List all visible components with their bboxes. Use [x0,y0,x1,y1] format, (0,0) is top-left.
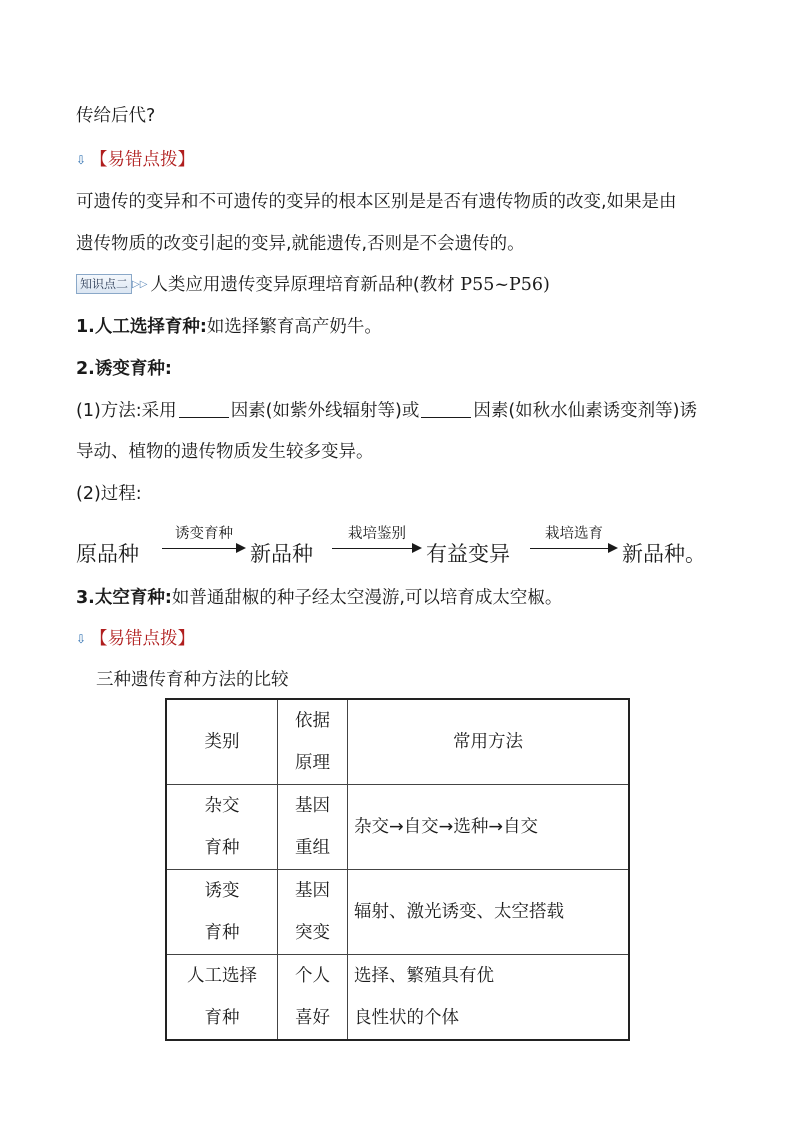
header-cell [166,699,278,785]
section-space-breeding [76,586,562,610]
fill-blank[interactable] [179,401,229,418]
type-cell [166,785,278,870]
method-cell [348,870,630,955]
cell-line: 基因 [295,796,330,816]
section-text: 如普通甜椒的种子经太空漫游,可以培育成太空椒。 [171,588,563,608]
principle-cell [278,955,348,1041]
pin-icon: ⇩ [76,632,87,646]
section-artificial-selection [76,315,382,339]
method-cell [348,785,630,870]
cell-line: 良性状的个体 [354,1008,459,1028]
cell-line: 育种 [204,923,240,943]
type-cell [166,870,278,955]
method-line [76,399,697,423]
knowledge-badge: 知识点二 [76,274,132,294]
cell-line: 人工选择 [187,966,257,986]
cell-line: 原理 [295,753,330,773]
fill-blank[interactable] [421,401,471,418]
cell-line: 育种 [204,838,240,858]
table-row [166,955,629,1041]
arrow-head-icon [236,543,246,553]
cell-line: 育种 [204,1008,240,1028]
tip-label: 【易错点拨】 [90,150,195,170]
pin-icon: ⇩ [76,153,87,167]
flow-arrow-label: 诱变育种 [175,526,233,542]
tip-label: 【易错点拨】 [90,629,195,649]
cell-line: 杂交→自交→选种→自交 [354,817,538,837]
kp-title-text: 人类应用遗传变异原理培育新品种(教材 [150,275,461,295]
process-flow [76,522,736,572]
comparison-table [165,698,630,1041]
flow-node: 有益变异 [426,542,510,566]
cell-line: 常用方法 [453,732,523,752]
flow-arrow-label: 栽培选育 [545,526,603,542]
cell-line: 杂交 [204,796,240,816]
flow-node: 原品种 [76,542,139,566]
principle-cell [278,870,348,955]
section-text: 如选择繁育高产奶牛。 [206,317,382,337]
table-row [166,785,629,870]
cell-line: 喜好 [295,1008,330,1028]
method-cell [348,955,630,1041]
principle-cell [278,785,348,870]
method-text: (1)方法:采用 [76,401,177,421]
cell-line: 重组 [295,838,330,858]
text-line: 传给后代? [76,106,156,126]
header-cell [348,699,630,785]
flow-arrow-label: 栽培鉴别 [348,526,406,542]
cell-line: 突变 [295,923,330,943]
header-cell [278,699,348,785]
kp-title-pages: P55~P56) [460,275,550,295]
tip-heading [76,627,195,651]
table-row [166,870,629,955]
cell-line: 基因 [295,881,330,901]
method-line: 导动、植物的遗传物质发生较多变异。 [76,442,374,462]
arrow-head-icon [412,543,422,553]
table-header-row [166,699,629,785]
paragraph-line: 遗传物质的改变引起的变异,就能遗传,否则是不会遗传的。 [76,234,525,254]
section-mutation-breeding: 2.诱变育种: [76,359,172,379]
cell-line: 依据 [295,711,330,731]
cell-line: 选择、繁殖具有优 [354,966,494,986]
section-heading: 3.太空育种: [76,588,172,608]
cell-line: 类别 [204,732,240,752]
cell-line: 诱变 [204,881,240,901]
double-chevron-icon: ▷▷ [132,279,148,290]
method-text: 因素(如秋水仙素诱变剂等)诱 [473,401,697,421]
cell-line: 辐射、激光诱变、太空搭载 [354,902,564,922]
arrow-head-icon [608,543,618,553]
flow-node: 新品种 [250,542,313,566]
flow-node: 新品种。 [622,542,706,566]
section-heading: 1.人工选择育种: [76,317,207,337]
knowledge-point-title [76,273,550,297]
method-text: 因素(如紫外线辐射等)或 [230,401,420,421]
paragraph-line: 可遗传的变异和不可遗传的变异的根本区别是是否有遗传物质的改变,如果是由 [76,192,677,212]
table-caption: 三种遗传育种方法的比较 [96,670,289,690]
type-cell [166,955,278,1041]
tip-heading [76,148,195,172]
process-heading: (2)过程: [76,484,142,504]
cell-line: 个人 [295,966,330,986]
